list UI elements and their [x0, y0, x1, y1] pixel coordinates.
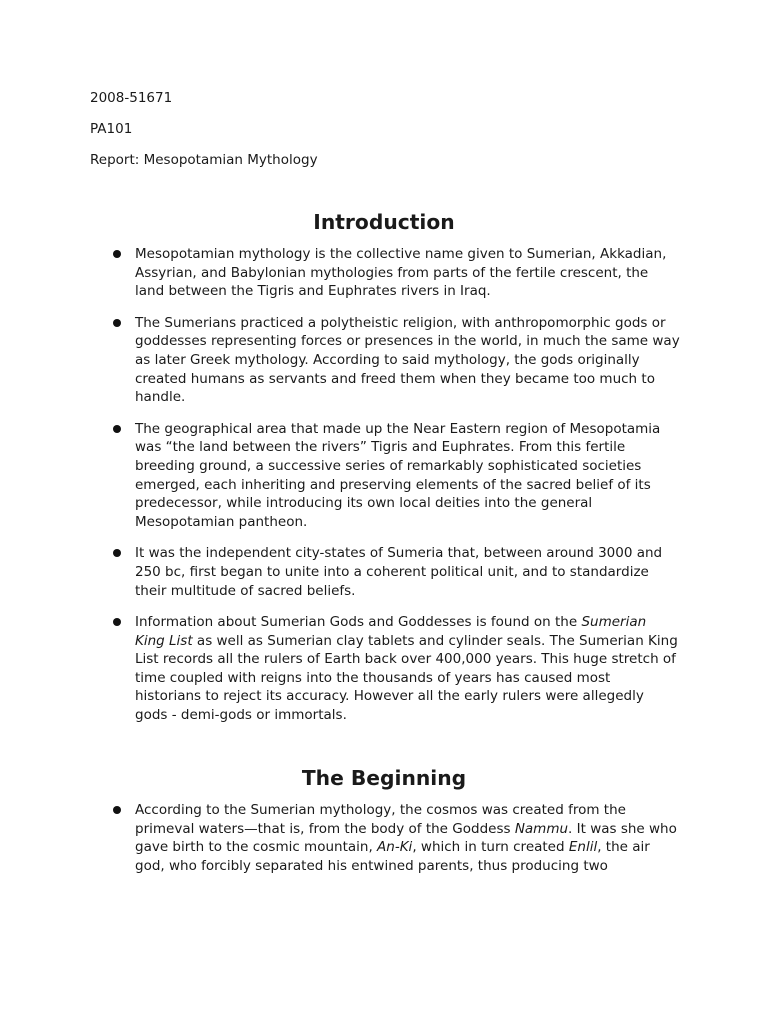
student-id: 2008-51671 — [90, 90, 173, 106]
introduction-bullet-list — [0, 245, 680, 738]
bullet-text: The Sumerians practiced a polytheistic religion, with anthropomorphic gods or goddesses representing forces or presences in the world, in much the same way as later Greek mythology. According to said mythology, the gods originally created humans as servants and freed them when they became too much to handle. — [135, 314, 680, 406]
bullet-dot-icon — [113, 250, 121, 258]
bullet-text: The geographical area that made up the Near Eastern region of Mesopotamia was “the land between the rivers” Tigris and Euphrates. From this fertile breeding ground, a successive series of remarkably sophisticated societies emerged, each inheriting and preserving elements of the sacred belief of its predecessor, while introducing its own local deities into the general Mesopotamian pantheon. — [135, 420, 661, 530]
bullet-text-italic: Sumerian King List — [135, 614, 647, 649]
list-item — [0, 420, 680, 532]
list-item — [0, 245, 680, 301]
bullet-text-italic: Nammu — [514, 820, 569, 837]
list-item — [0, 314, 680, 407]
bullet-text: According to the Sumerian mythology, the cosmos was created from the primeval waters—that is, from the body of the Goddess — [135, 802, 626, 837]
course-code: PA101 — [90, 121, 133, 137]
bullet-dot-icon — [113, 806, 121, 814]
report-title: Report: Mesopotamian Mythology — [90, 152, 318, 168]
bullet-text: as well as Sumerian clay tablets and cylinder seals. The Sumerian King List records all the rulers of Earth back over 400,000 years. This huge stretch of time coupled with reigns into the thousands of years has caused most historians to reject its accuracy. However all the early rulers were allegedly gods - demi-gods or immortals. — [135, 632, 678, 724]
bullet-dot-icon — [113, 618, 121, 626]
bullet-text: . It was she who gave birth to the cosmic mountain, — [135, 820, 677, 856]
list-item — [0, 544, 680, 600]
bullet-text: Mesopotamian mythology is the collective name given to Sumerian, Akkadian, Assyrian, and Babylonian mythologies from parts of the fertile crescent, the land between the Tigris and Euphrates rivers in Iraq. — [135, 246, 667, 300]
section-title-the-beginning: The Beginning — [301, 766, 467, 790]
bullet-dot-icon — [113, 319, 121, 327]
bullet-text: , which in turn created — [412, 839, 569, 856]
list-item — [0, 801, 680, 875]
bullet-text-italic: An-Ki — [377, 839, 413, 856]
beginning-bullet-list — [0, 801, 680, 888]
bullet-dot-icon — [113, 425, 121, 433]
bullet-text: It was the independent city-states of Sumeria that, between around 3000 and 250 bc, first began to unite into a coherent political unit, and to standardize their multitude of sacred beliefs. — [135, 545, 663, 599]
bullet-text-italic: Enlil — [568, 839, 598, 856]
section-title-introduction: Introduction — [313, 210, 455, 234]
bullet-text: Information about Sumerian Gods and Goddesses is found on the — [135, 614, 582, 631]
list-item — [0, 613, 680, 725]
bullet-text: , the air god, who forcibly separated his entwined parents, thus producing two — [135, 839, 650, 874]
bullet-dot-icon — [113, 549, 121, 557]
